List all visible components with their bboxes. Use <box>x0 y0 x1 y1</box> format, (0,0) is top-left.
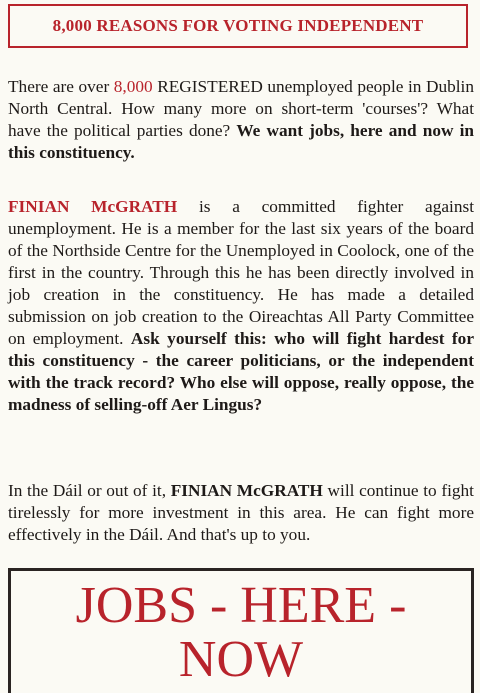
p1-text-body: REGISTERED unemployed people in Dublin North Central. How many more on short-term 'courses'? What have the political parties done? <box>8 77 474 140</box>
slogan-line-1: JOBS - HERE - <box>75 577 407 634</box>
header-title: 8,000 REASONS FOR VOTING INDEPENDENT <box>52 16 424 35</box>
p2-bold-question: Ask yourself this: who will fight hardest for this constituency - the career politicians, or the independent with the track record? Who else will oppose, really oppose, the madness of selling-off Aer Lingus? <box>8 329 474 414</box>
slogan-box <box>8 568 474 693</box>
header-banner <box>8 4 468 48</box>
paragraph-candidate <box>8 196 474 416</box>
candidate-name-closing: FINIAN McGRATH <box>170 481 323 500</box>
candidate-name: FINIAN McGRATH <box>8 197 178 216</box>
paragraph-unemployment <box>8 76 474 164</box>
p3-text-end: will continue to fight tirelessly for more investment in this area. He can fight more effectively in the Dáil. And that's up to you. <box>8 481 474 544</box>
p2-text-body: is a committed fighter against unemployment. He is a member for the last six years of the board of the Northside Centre for the Unemployed in Coolock, one of the first in the country. Through this he has been directly involved in job creation in the constituency. He has made a detailed submission on job creation to the Oireachtas All Party Committee on employment. <box>8 197 474 348</box>
paragraph-closing <box>8 480 474 546</box>
p1-text-start: There are over <box>8 77 114 96</box>
p3-text-start: In the Dáil or out of it, <box>8 481 171 500</box>
p1-bold-statement: We want jobs, here and now in this constituency. <box>8 121 474 162</box>
slogan-line-2: NOW <box>178 631 304 688</box>
unemployed-count: 8,000 <box>113 77 153 96</box>
